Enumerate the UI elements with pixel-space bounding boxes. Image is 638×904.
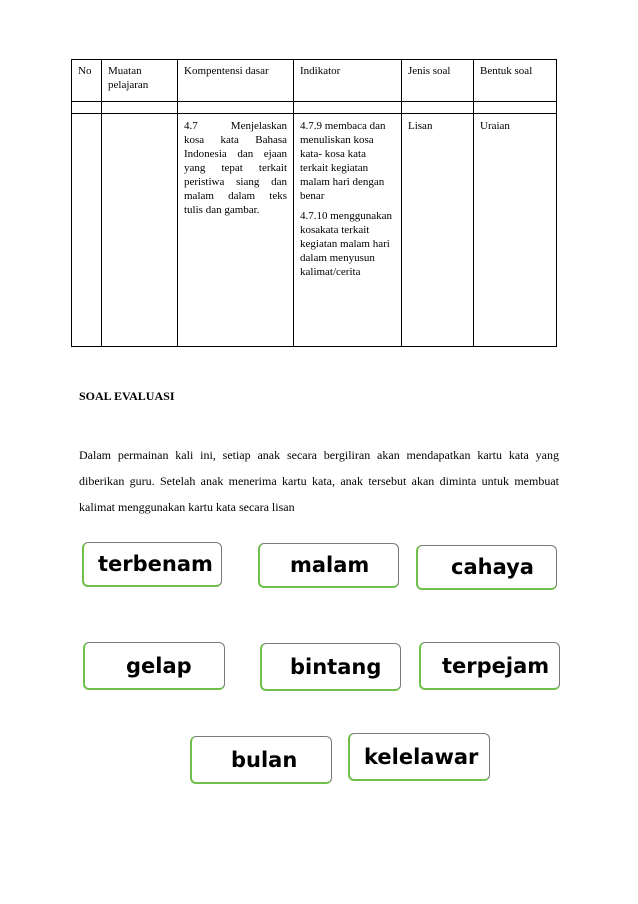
word-card-label: kelelawar — [364, 744, 479, 769]
cell-jenis: Lisan — [402, 114, 474, 347]
word-card-label: bulan — [231, 747, 298, 772]
indikator-item: 4.7.10 menggunakan kosakata terkait kegiatan malam hari dalam menyusun kalimat/cerita — [300, 210, 392, 278]
header-muatan: Muatan pelajaran — [102, 60, 178, 102]
header-bentuk: Bentuk soal — [474, 60, 557, 102]
evaluation-table — [71, 59, 557, 347]
cell-bentuk: Uraian — [474, 114, 557, 347]
table-spacer-row — [72, 102, 557, 114]
header-indikator: Indikator — [294, 60, 402, 102]
header-no: No — [72, 60, 102, 102]
word-card-label: gelap — [126, 653, 192, 678]
word-card-label: bintang — [290, 654, 382, 679]
word-card-label: terpejam — [442, 653, 550, 678]
section-title: SOAL EVALUASI — [79, 389, 175, 403]
indikator-item: 4.7.9 membaca dan menuliskan kosa kata- kosa kata terkait kegiatan malam hari dengan benar — [300, 120, 386, 202]
word-card — [419, 642, 560, 690]
header-kd: Kompentensi dasar — [178, 60, 294, 102]
word-card-label: cahaya — [451, 555, 534, 579]
word-card — [190, 736, 332, 784]
word-card — [258, 543, 399, 588]
word-card — [348, 733, 490, 781]
word-card-label: terbenam — [98, 552, 213, 576]
cell-kd: 4.7 Menjelaskan kosa kata Bahasa Indonesia dan ejaan yang tepat terkait peristiwa siang dan malam dalam teks tulis dan gambar. — [178, 114, 294, 347]
instruction-paragraph: Dalam permainan kali ini, setiap anak secara bergiliran akan mendapatkan kartu kata yang diberikan guru. Setelah anak menerima kartu kata, anak tersebut akan diminta untuk membuat kalimat menggunakan kartu kata secara lisan — [79, 448, 559, 514]
table-header-row — [72, 60, 557, 102]
word-card — [82, 542, 222, 587]
cell-no — [72, 114, 102, 347]
word-card — [416, 545, 557, 590]
header-jenis: Jenis soal — [402, 60, 474, 102]
cell-indikator — [294, 114, 402, 347]
word-card — [260, 643, 401, 691]
word-card-label: malam — [290, 553, 370, 577]
table-row — [72, 114, 557, 347]
word-card — [83, 642, 225, 690]
cell-muatan — [102, 114, 178, 347]
